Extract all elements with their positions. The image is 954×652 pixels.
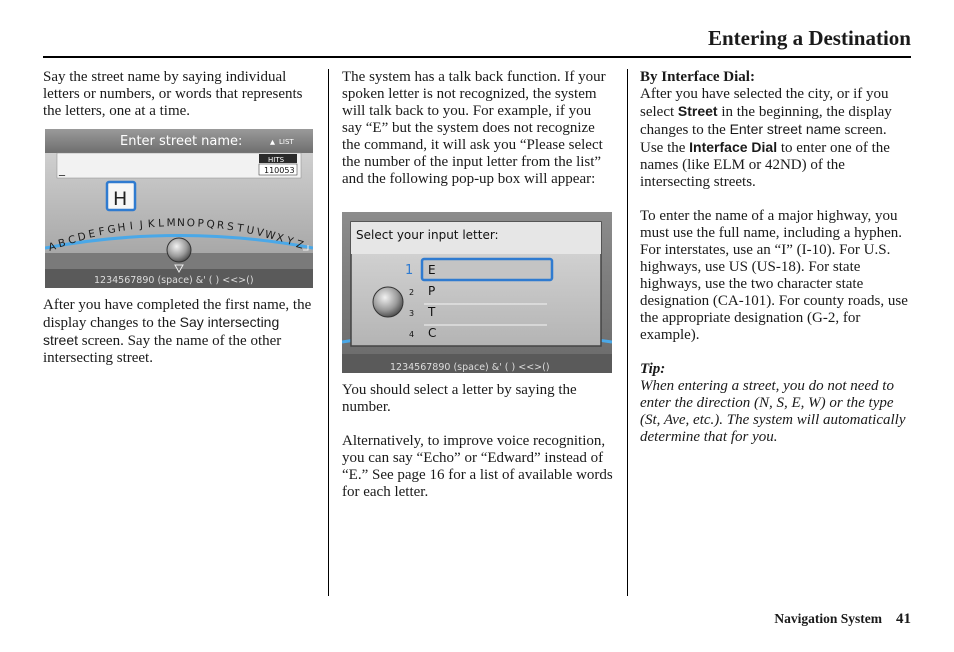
column-divider-1: [328, 69, 329, 596]
number-symbol-row: 1234567890 (space) &' ( ) <<>(): [94, 275, 254, 286]
alphabet-letter: I: [129, 220, 134, 233]
alphabet-letter: P: [197, 217, 205, 230]
alphabet-letter: D: [76, 230, 88, 244]
alphabet-letter: M: [166, 217, 176, 230]
list-label: LIST: [279, 138, 294, 146]
hits-value: 110053: [264, 166, 295, 175]
number-symbol-row: 1234567890 (space) &' ( ) <<>(): [390, 362, 550, 373]
selected-letter: H: [113, 188, 128, 210]
column-left: [43, 69, 315, 120]
footer-section: Navigation System: [774, 611, 882, 626]
heading-interface-dial: By Interface Dial:: [640, 69, 755, 85]
alphabet-letter: H: [116, 221, 127, 235]
alphabet-letter: K: [147, 218, 156, 231]
alphabet-letter: V: [255, 226, 265, 240]
page-number: 41: [896, 611, 911, 627]
column-middle-lower: [342, 382, 614, 501]
option-number: 2: [409, 288, 415, 297]
alphabet-letter: B: [57, 236, 68, 251]
column-middle: [342, 69, 614, 188]
option-number: 4: [409, 330, 415, 339]
alphabet-letter: X: [275, 231, 285, 245]
column-left-lower: [43, 297, 315, 367]
alphabet-letter: W: [263, 228, 277, 243]
paragraph-interface-dial: After you have selected the city, or if you select Street in the beginning, the display changes to the Enter street name screen. Use the Interface Dial to enter one of the names (like ELM or 42ND) of the intersecting streets.: [640, 86, 892, 190]
alphabet-letter: Q: [206, 218, 216, 231]
paragraph-select-by-number: You should select a letter by saying the number.: [342, 382, 577, 415]
screen-prompt: Enter street name:: [120, 134, 243, 149]
alphabet-letter: Z: [294, 238, 305, 252]
select-input-letter-display: [342, 212, 612, 373]
option-letter: T: [428, 305, 436, 319]
page-footer: [774, 611, 911, 628]
alphabet-letter: G: [106, 223, 117, 237]
paragraph-phonetic-alternative: Alternatively, to improve voice recognition, you can say “Echo” or “Edward” instead of “E.” See page 16 for a list of available words for each letter.: [342, 433, 613, 500]
option-letter: P: [428, 284, 436, 298]
street-name-cursor: _: [59, 162, 65, 176]
alphabet-letter: U: [245, 224, 256, 238]
paragraph-after-first-name: After you have completed the first name, the display changes to the Say intersecting street screen. Say the name of the other intersecting street.: [43, 297, 312, 366]
hits-label: HITS: [268, 156, 285, 164]
paragraph-highway-names: To enter the name of a major highway, you must use the full name, including a hyphen. For interstates, use an “I” (I-10). For U.S. highways, use US (US-18). For state highways, use the two character state designation (CA-101). For county roads, use the appropriate designation (G-2, for example).: [640, 208, 908, 343]
tip-label: Tip:: [640, 361, 666, 377]
paragraph-intro: Say the street name by saying individual letters or numbers, or words that represents the letters, one at a time.: [43, 69, 303, 119]
enter-street-name-display: [45, 129, 313, 288]
alphabet-letter: J: [139, 219, 144, 232]
svg-text:▲: ▲: [270, 138, 275, 146]
alphabet-letter: N: [176, 216, 185, 230]
header-rule: [43, 56, 911, 58]
option-number: 3: [409, 309, 415, 318]
alphabet-letter: C: [67, 233, 77, 247]
alphabet-letter: Y: [285, 234, 295, 248]
alphabet-letter: A: [47, 240, 58, 254]
column-right: [640, 69, 912, 446]
alphabet-letter: L: [157, 217, 165, 230]
alphabet-letter: O: [186, 217, 196, 230]
alphabet-letter: T: [236, 222, 245, 236]
alphabet-letter: F: [97, 225, 106, 239]
option-letter: E: [428, 263, 436, 277]
alphabet-letter: S: [226, 220, 235, 234]
column-divider-2: [627, 69, 628, 596]
enter-street-name-screen: [45, 129, 313, 288]
popup-prompt: Select your input letter:: [356, 228, 499, 242]
option-number: 1: [405, 263, 414, 278]
option-letter: C: [428, 326, 437, 340]
alphabet-letter: E: [87, 227, 97, 241]
alphabet-letter: R: [216, 219, 225, 232]
select-input-letter-screen: [342, 212, 612, 373]
tip-text: When entering a street, you do not need to enter the direction (N, S, E, W) or the type (St, Ave, etc.). The system will automatically determine that for you.: [640, 378, 906, 445]
page-title: Entering a Destination: [707, 26, 911, 50]
paragraph-talk-back: The system has a talk back function. If your spoken letter is not recognized, the system will talk back to you. For example, if you say “E” but the system does not recognize the command, it will ask you “Please select the number of the input letter from the list” and the following pop-up box will appear:: [342, 69, 606, 187]
